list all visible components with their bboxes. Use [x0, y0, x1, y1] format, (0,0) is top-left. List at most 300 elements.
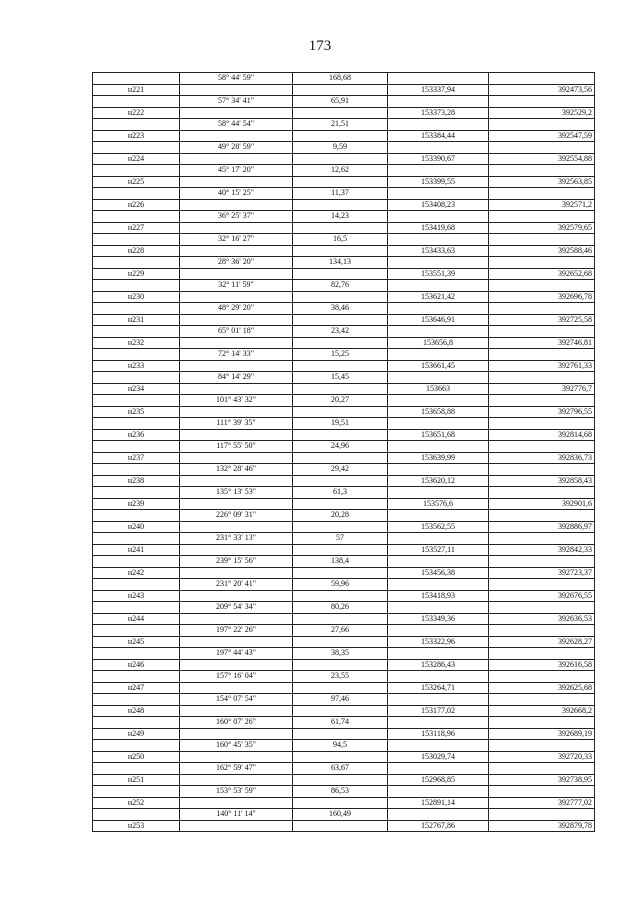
x-coordinate-cell: 153349,36	[388, 613, 489, 625]
empty-cell	[489, 142, 595, 154]
table-row-side	[93, 533, 595, 545]
table-row-point	[93, 636, 595, 648]
side-length-cell: 63,67	[293, 763, 388, 775]
empty-cell	[93, 257, 180, 269]
x-coordinate-cell: 153286,43	[388, 659, 489, 671]
side-length-cell: 65,91	[293, 96, 388, 108]
point-name-cell: н242	[93, 567, 180, 579]
empty-cell	[293, 475, 388, 487]
point-name-cell: н247	[93, 682, 180, 694]
point-name-cell: н221	[93, 84, 180, 96]
point-name-cell: н224	[93, 153, 180, 165]
direction-angle-cell: 32° 16' 27"	[180, 234, 293, 246]
direction-angle-cell: 209° 54' 34"	[180, 602, 293, 614]
y-coordinate-cell: 392725,58	[489, 314, 595, 326]
side-length-cell: 20,27	[293, 395, 388, 407]
empty-cell	[388, 395, 489, 407]
y-coordinate-cell: 392696,78	[489, 291, 595, 303]
empty-cell	[180, 498, 293, 510]
empty-cell	[293, 797, 388, 809]
empty-cell	[93, 533, 180, 545]
direction-angle-cell: 117° 55' 50"	[180, 441, 293, 453]
direction-angle-cell: 157° 16' 04"	[180, 671, 293, 683]
empty-cell	[388, 579, 489, 591]
empty-cell	[180, 544, 293, 556]
empty-cell	[388, 487, 489, 499]
y-coordinate-cell: 392579,65	[489, 222, 595, 234]
y-coordinate-cell: 392746,81	[489, 337, 595, 349]
empty-cell	[293, 682, 388, 694]
empty-cell	[489, 809, 595, 821]
empty-cell	[489, 280, 595, 292]
point-name-cell: н236	[93, 429, 180, 441]
x-coordinate-cell: 153177,02	[388, 705, 489, 717]
empty-cell	[180, 728, 293, 740]
side-length-cell: 23,42	[293, 326, 388, 338]
y-coordinate-cell: 392761,33	[489, 360, 595, 372]
y-coordinate-cell: 392723,37	[489, 567, 595, 579]
empty-cell	[180, 84, 293, 96]
empty-cell	[293, 728, 388, 740]
x-coordinate-cell: 153562,55	[388, 521, 489, 533]
table-row-point	[93, 567, 595, 579]
table-row-point	[93, 153, 595, 165]
empty-cell	[93, 280, 180, 292]
empty-cell	[93, 441, 180, 453]
y-coordinate-cell: 392777,02	[489, 797, 595, 809]
empty-cell	[293, 383, 388, 395]
direction-angle-cell: 140° 11' 14"	[180, 809, 293, 821]
table-row-point	[93, 107, 595, 119]
empty-cell	[93, 395, 180, 407]
empty-cell	[93, 303, 180, 315]
empty-cell	[293, 107, 388, 119]
x-coordinate-cell: 153658,88	[388, 406, 489, 418]
y-coordinate-cell: 392676,55	[489, 590, 595, 602]
direction-angle-cell: 40° 15' 25"	[180, 188, 293, 200]
empty-cell	[388, 648, 489, 660]
empty-cell	[388, 165, 489, 177]
y-coordinate-cell: 392738,95	[489, 774, 595, 786]
table-row-point	[93, 268, 595, 280]
empty-cell	[293, 268, 388, 280]
x-coordinate-cell: 153408,23	[388, 199, 489, 211]
empty-cell	[293, 498, 388, 510]
empty-cell	[388, 96, 489, 108]
empty-cell	[180, 705, 293, 717]
direction-angle-cell: 32° 11' 59"	[180, 280, 293, 292]
side-length-cell: 20,28	[293, 510, 388, 522]
direction-angle-cell: 57° 34' 41"	[180, 96, 293, 108]
point-name-cell: н235	[93, 406, 180, 418]
x-coordinate-cell: 153456,38	[388, 567, 489, 579]
empty-cell	[388, 73, 489, 85]
point-name-cell: н225	[93, 176, 180, 188]
empty-cell	[388, 740, 489, 752]
x-coordinate-cell: 153663	[388, 383, 489, 395]
empty-cell	[489, 441, 595, 453]
x-coordinate-cell: 153661,45	[388, 360, 489, 372]
empty-cell	[180, 475, 293, 487]
table-row-point	[93, 84, 595, 96]
empty-cell	[293, 751, 388, 763]
side-length-cell: 160,49	[293, 809, 388, 821]
empty-cell	[489, 418, 595, 430]
point-name-cell: н234	[93, 383, 180, 395]
table-row-side	[93, 648, 595, 660]
side-length-cell: 9,59	[293, 142, 388, 154]
empty-cell	[93, 73, 180, 85]
table-row-point	[93, 705, 595, 717]
table-row-point	[93, 613, 595, 625]
table-row-point	[93, 751, 595, 763]
x-coordinate-cell: 153620,12	[388, 475, 489, 487]
empty-cell	[388, 694, 489, 706]
x-coordinate-cell: 152968,85	[388, 774, 489, 786]
table-row-side	[93, 142, 595, 154]
point-name-cell: н240	[93, 521, 180, 533]
empty-cell	[489, 119, 595, 131]
empty-cell	[180, 222, 293, 234]
empty-cell	[293, 360, 388, 372]
y-coordinate-cell: 392563,85	[489, 176, 595, 188]
empty-cell	[388, 763, 489, 775]
direction-angle-cell: 197° 44' 43"	[180, 648, 293, 660]
empty-cell	[293, 429, 388, 441]
x-coordinate-cell: 153621,42	[388, 291, 489, 303]
direction-angle-cell: 49° 28' 59"	[180, 142, 293, 154]
empty-cell	[388, 717, 489, 729]
direction-angle-cell: 154° 07' 54"	[180, 694, 293, 706]
side-length-cell: 38,35	[293, 648, 388, 660]
point-name-cell: н243	[93, 590, 180, 602]
empty-cell	[489, 326, 595, 338]
table-row-side	[93, 671, 595, 683]
point-name-cell: н245	[93, 636, 180, 648]
empty-cell	[489, 671, 595, 683]
empty-cell	[180, 406, 293, 418]
table-row-side	[93, 211, 595, 223]
x-coordinate-cell: 153576,6	[388, 498, 489, 510]
table-row-point	[93, 176, 595, 188]
empty-cell	[388, 441, 489, 453]
empty-cell	[93, 510, 180, 522]
table-row-side	[93, 234, 595, 246]
x-coordinate-cell: 153639,99	[388, 452, 489, 464]
empty-cell	[489, 234, 595, 246]
empty-cell	[489, 257, 595, 269]
x-coordinate-cell: 153418,93	[388, 590, 489, 602]
table-row-side	[93, 510, 595, 522]
table-row-point	[93, 245, 595, 257]
empty-cell	[93, 119, 180, 131]
empty-cell	[489, 602, 595, 614]
empty-cell	[388, 326, 489, 338]
y-coordinate-cell: 392625,68	[489, 682, 595, 694]
empty-cell	[293, 521, 388, 533]
point-name-cell: н249	[93, 728, 180, 740]
point-name-cell: н237	[93, 452, 180, 464]
table-row-point	[93, 475, 595, 487]
empty-cell	[93, 349, 180, 361]
side-length-cell: 23,55	[293, 671, 388, 683]
y-coordinate-cell: 392588,46	[489, 245, 595, 257]
empty-cell	[93, 234, 180, 246]
empty-cell	[93, 211, 180, 223]
coordinates-table	[92, 72, 595, 832]
empty-cell	[489, 395, 595, 407]
empty-cell	[489, 349, 595, 361]
empty-cell	[489, 211, 595, 223]
table-row-point	[93, 521, 595, 533]
table-row-point	[93, 820, 595, 832]
y-coordinate-cell: 392554,88	[489, 153, 595, 165]
direction-angle-cell: 28° 36' 20"	[180, 257, 293, 269]
empty-cell	[93, 326, 180, 338]
empty-cell	[293, 659, 388, 671]
table-row-side	[93, 464, 595, 476]
empty-cell	[93, 188, 180, 200]
table-row-point	[93, 544, 595, 556]
empty-cell	[180, 613, 293, 625]
table-row-point	[93, 383, 595, 395]
empty-cell	[93, 763, 180, 775]
table-row-side	[93, 257, 595, 269]
table-row-side	[93, 165, 595, 177]
empty-cell	[489, 73, 595, 85]
point-name-cell: н251	[93, 774, 180, 786]
empty-cell	[489, 533, 595, 545]
direction-angle-cell: 84° 14' 29"	[180, 372, 293, 384]
table-row-side	[93, 73, 595, 85]
table-row-point	[93, 728, 595, 740]
empty-cell	[388, 625, 489, 637]
direction-angle-cell: 111° 39' 35"	[180, 418, 293, 430]
empty-cell	[93, 579, 180, 591]
empty-cell	[489, 303, 595, 315]
empty-cell	[293, 820, 388, 832]
point-name-cell: н232	[93, 337, 180, 349]
table-row-side	[93, 280, 595, 292]
side-length-cell: 59,96	[293, 579, 388, 591]
empty-cell	[180, 429, 293, 441]
empty-cell	[180, 774, 293, 786]
empty-cell	[93, 602, 180, 614]
direction-angle-cell: 58° 44' 59"	[180, 73, 293, 85]
point-name-cell: н229	[93, 268, 180, 280]
empty-cell	[293, 130, 388, 142]
empty-cell	[388, 280, 489, 292]
empty-cell	[388, 602, 489, 614]
x-coordinate-cell: 153433,63	[388, 245, 489, 257]
x-coordinate-cell: 153390,67	[388, 153, 489, 165]
empty-cell	[489, 625, 595, 637]
side-length-cell: 61,74	[293, 717, 388, 729]
empty-cell	[489, 188, 595, 200]
empty-cell	[388, 786, 489, 798]
side-length-cell: 80,26	[293, 602, 388, 614]
empty-cell	[180, 820, 293, 832]
table-row-side	[93, 556, 595, 568]
empty-cell	[388, 809, 489, 821]
y-coordinate-cell: 392616,58	[489, 659, 595, 671]
direction-angle-cell: 72° 14' 33"	[180, 349, 293, 361]
table-row-side	[93, 763, 595, 775]
empty-cell	[180, 314, 293, 326]
table-row-point	[93, 337, 595, 349]
table-row-point	[93, 222, 595, 234]
empty-cell	[489, 763, 595, 775]
table-row-point	[93, 682, 595, 694]
side-length-cell: 61,3	[293, 487, 388, 499]
y-coordinate-cell: 392901,6	[489, 498, 595, 510]
empty-cell	[388, 533, 489, 545]
empty-cell	[489, 717, 595, 729]
side-length-cell: 16,5	[293, 234, 388, 246]
empty-cell	[180, 199, 293, 211]
point-name-cell: н252	[93, 797, 180, 809]
side-length-cell: 94,5	[293, 740, 388, 752]
direction-angle-cell: 153° 53' 59"	[180, 786, 293, 798]
empty-cell	[93, 625, 180, 637]
empty-cell	[180, 245, 293, 257]
y-coordinate-cell: 392858,43	[489, 475, 595, 487]
empty-cell	[93, 740, 180, 752]
empty-cell	[388, 211, 489, 223]
empty-cell	[180, 176, 293, 188]
empty-cell	[489, 579, 595, 591]
side-length-cell: 168,68	[293, 73, 388, 85]
empty-cell	[180, 567, 293, 579]
empty-cell	[180, 452, 293, 464]
empty-cell	[388, 510, 489, 522]
empty-cell	[388, 671, 489, 683]
empty-cell	[293, 590, 388, 602]
empty-cell	[388, 349, 489, 361]
empty-cell	[180, 682, 293, 694]
empty-cell	[388, 418, 489, 430]
side-length-cell: 15,25	[293, 349, 388, 361]
y-coordinate-cell: 392879,78	[489, 820, 595, 832]
empty-cell	[489, 464, 595, 476]
direction-angle-cell: 58° 44' 54"	[180, 119, 293, 131]
side-length-cell: 19,51	[293, 418, 388, 430]
empty-cell	[93, 556, 180, 568]
table-row-side	[93, 809, 595, 821]
y-coordinate-cell: 392689,19	[489, 728, 595, 740]
empty-cell	[489, 372, 595, 384]
empty-cell	[93, 165, 180, 177]
empty-cell	[293, 613, 388, 625]
empty-cell	[180, 291, 293, 303]
table-row-side	[93, 372, 595, 384]
x-coordinate-cell: 153264,71	[388, 682, 489, 694]
table-row-side	[93, 418, 595, 430]
table-row-point	[93, 360, 595, 372]
table-row-point	[93, 774, 595, 786]
empty-cell	[489, 694, 595, 706]
side-length-cell: 24,96	[293, 441, 388, 453]
y-coordinate-cell: 392628,27	[489, 636, 595, 648]
table-row-side	[93, 119, 595, 131]
empty-cell	[489, 487, 595, 499]
empty-cell	[293, 291, 388, 303]
empty-cell	[489, 96, 595, 108]
empty-cell	[489, 510, 595, 522]
empty-cell	[293, 176, 388, 188]
x-coordinate-cell: 153551,39	[388, 268, 489, 280]
direction-angle-cell: 231° 20' 41"	[180, 579, 293, 591]
y-coordinate-cell: 392547,59	[489, 130, 595, 142]
table-row-side	[93, 441, 595, 453]
table-row-point	[93, 130, 595, 142]
x-coordinate-cell: 153322,96	[388, 636, 489, 648]
x-coordinate-cell: 153527,11	[388, 544, 489, 556]
table-row-side	[93, 694, 595, 706]
side-length-cell: 15,45	[293, 372, 388, 384]
point-name-cell: н227	[93, 222, 180, 234]
point-name-cell: н248	[93, 705, 180, 717]
table-row-point	[93, 498, 595, 510]
point-name-cell: н230	[93, 291, 180, 303]
y-coordinate-cell: 392571,2	[489, 199, 595, 211]
x-coordinate-cell: 153118,96	[388, 728, 489, 740]
empty-cell	[93, 809, 180, 821]
table-row-point	[93, 452, 595, 464]
y-coordinate-cell: 392652,68	[489, 268, 595, 280]
direction-angle-cell: 160° 07' 26"	[180, 717, 293, 729]
x-coordinate-cell: 153337,94	[388, 84, 489, 96]
empty-cell	[388, 142, 489, 154]
empty-cell	[388, 234, 489, 246]
empty-cell	[180, 337, 293, 349]
empty-cell	[489, 165, 595, 177]
empty-cell	[293, 245, 388, 257]
empty-cell	[180, 659, 293, 671]
table-row-point	[93, 199, 595, 211]
empty-cell	[93, 648, 180, 660]
empty-cell	[93, 786, 180, 798]
side-length-cell: 27,66	[293, 625, 388, 637]
direction-angle-cell: 160° 45' 35"	[180, 740, 293, 752]
empty-cell	[293, 84, 388, 96]
empty-cell	[93, 96, 180, 108]
empty-cell	[489, 556, 595, 568]
table-row-point	[93, 797, 595, 809]
direction-angle-cell: 197° 22' 26"	[180, 625, 293, 637]
page-number: 173	[308, 38, 332, 54]
side-length-cell: 21,51	[293, 119, 388, 131]
table-row-side	[93, 188, 595, 200]
table-row-side	[93, 326, 595, 338]
point-name-cell: н244	[93, 613, 180, 625]
side-length-cell: 38,46	[293, 303, 388, 315]
direction-angle-cell: 226° 09' 31"	[180, 510, 293, 522]
y-coordinate-cell: 392473,56	[489, 84, 595, 96]
y-coordinate-cell: 392842,33	[489, 544, 595, 556]
empty-cell	[180, 107, 293, 119]
empty-cell	[293, 199, 388, 211]
empty-cell	[180, 268, 293, 280]
point-name-cell: н250	[93, 751, 180, 763]
empty-cell	[93, 487, 180, 499]
point-name-cell: н246	[93, 659, 180, 671]
direction-angle-cell: 132° 28' 46"	[180, 464, 293, 476]
direction-angle-cell: 239° 15' 56"	[180, 556, 293, 568]
y-coordinate-cell: 392796,55	[489, 406, 595, 418]
direction-angle-cell: 162° 59' 47"	[180, 763, 293, 775]
point-name-cell: н253	[93, 820, 180, 832]
